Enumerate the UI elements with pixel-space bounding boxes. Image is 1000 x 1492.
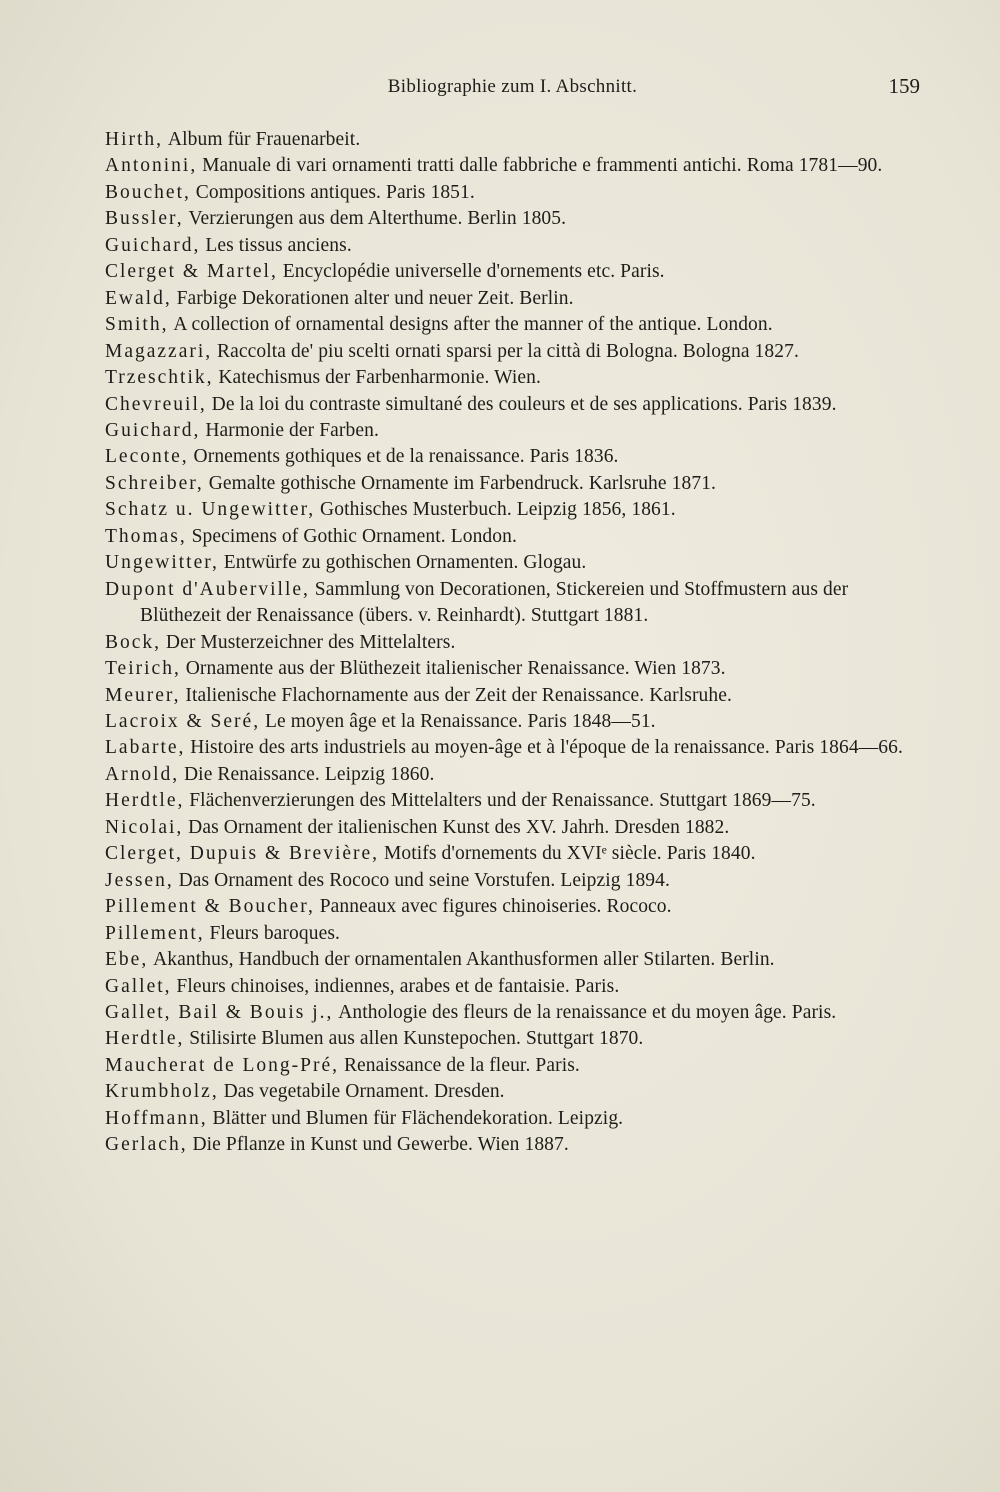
entry-author: Teirich, xyxy=(105,658,181,680)
bibliography-entry xyxy=(105,550,925,576)
entry-author: Lacroix & Seré, xyxy=(105,710,261,732)
entry-author: Ewald, xyxy=(105,287,172,309)
entry-author: Ungewitter, xyxy=(105,552,219,574)
entry-title: Fleurs baroques. xyxy=(209,922,340,944)
entry-title: Raccolta de' piu scelti ornati sparsi per la città di Bologna. Bologna 1827. xyxy=(217,340,799,362)
bibliography-entry xyxy=(105,921,925,947)
entry-author: Smith, xyxy=(105,314,169,336)
entry-title: Die Pflanze in Kunst und Gewerbe. Wien 1887. xyxy=(192,1134,569,1156)
entry-author: Arnold, xyxy=(105,763,180,785)
entry-title: Akanthus, Handbuch der ornamentalen Akanthusformen aller Stilarten. Berlin. xyxy=(153,949,775,971)
entry-title: Katechismus der Farbenharmonie. Wien. xyxy=(218,367,541,389)
entry-author: Hirth, xyxy=(105,129,164,150)
entry-author: Guichard, xyxy=(105,234,201,256)
entry-author: Trzeschtik, xyxy=(105,367,214,389)
bibliography-entry xyxy=(105,286,925,312)
entry-author: Gallet, Bail & Bouis j., xyxy=(105,1001,334,1023)
entry-author: Meurer, xyxy=(105,684,181,706)
entry-title: Blätter und Blumen für Flächendekoration. Leipzig. xyxy=(212,1107,624,1129)
bibliography-entry xyxy=(105,1026,925,1052)
entry-author: Bouchet, xyxy=(105,181,191,203)
entry-title: Die Renaissance. Leipzig 1860. xyxy=(184,763,435,785)
bibliography-entry xyxy=(105,788,925,814)
entry-title: Entwürfe zu gothischen Ornamenten. Glogau. xyxy=(223,552,587,574)
entry-title: Gothisches Musterbuch. Leipzig 1856, 1861. xyxy=(320,499,676,521)
bibliography-entry xyxy=(105,974,925,1000)
entry-title: Ornements gothiques et de la renaissance. Paris 1836. xyxy=(193,446,619,468)
entry-title: Manuale di vari ornamenti tratti dalle fabbriche e frammenti antichi. Roma 1781—90. xyxy=(202,155,883,177)
bibliography-entry xyxy=(105,312,925,338)
bibliography-entry xyxy=(105,1106,925,1132)
entry-title: Le moyen âge et la Renaissance. Paris 1848—51. xyxy=(264,710,656,732)
entry-author: Hoffmann, xyxy=(105,1107,208,1129)
entry-title: Das vegetabile Ornament. Dresden. xyxy=(223,1081,505,1103)
page-header xyxy=(105,76,920,104)
entry-title: Fleurs chinoises, indiennes, arabes et de fantaisie. Paris. xyxy=(176,975,620,997)
entry-author: Magazzari, xyxy=(105,340,213,362)
bibliography-entry xyxy=(105,683,925,709)
bibliography-entry xyxy=(105,206,925,232)
entry-title: Motifs d'ornements du XVIᵉ siècle. Paris 1840. xyxy=(383,843,756,865)
entry-title: Der Musterzeichner des Mittelalters. xyxy=(165,631,456,653)
bibliography-entry xyxy=(105,630,925,656)
entry-author: Antonini, xyxy=(105,155,198,177)
bibliography-entry xyxy=(105,365,925,391)
entry-author: Guichard, xyxy=(105,419,201,441)
entry-title: Ornamente aus der Blüthezeit italienischer Renaissance. Wien 1873. xyxy=(185,658,726,680)
entry-author: Bussler, xyxy=(105,208,184,230)
entry-title: Histoire des arts industriels au moyen-âge et à l'époque de la renaissance. Paris 1864—66. xyxy=(190,737,903,759)
entry-author: Thomas, xyxy=(105,525,187,547)
entry-author: Clerget & Martel, xyxy=(105,261,278,283)
entry-title: Les tissus anciens. xyxy=(205,234,352,256)
bibliography-entry xyxy=(105,841,925,867)
bibliography-entry xyxy=(105,709,925,735)
entry-author: Gerlach, xyxy=(105,1134,188,1156)
entry-title: Album für Frauenarbeit. xyxy=(167,129,361,150)
bibliography-entry xyxy=(105,577,925,630)
bibliography-entry xyxy=(105,392,925,418)
entry-author: Pillement & Boucher, xyxy=(105,896,315,918)
bibliography-entry xyxy=(105,1132,925,1158)
bibliography-entry xyxy=(105,339,925,365)
entry-title: Das Ornament der italienischen Kunst des XV. Jahrh. Dresden 1882. xyxy=(188,816,730,838)
entry-author: Labarte, xyxy=(105,737,186,759)
entry-title: Harmonie der Farben. xyxy=(205,419,379,441)
page-number: 159 xyxy=(888,74,920,98)
bibliography-entry xyxy=(105,259,925,285)
running-title: Bibliographie zum I. Abschnitt. xyxy=(387,76,638,97)
bibliography-entry xyxy=(105,233,925,259)
entry-title: A collection of ornamental designs after the manner of the antique. London. xyxy=(173,314,773,336)
bibliography-entry xyxy=(105,894,925,920)
bibliography-entry xyxy=(105,497,925,523)
entry-author: Gallet, xyxy=(105,975,172,997)
bibliography-entry xyxy=(105,735,925,761)
entry-title: Das Ornament des Rococo und seine Vorstufen. Leipzig 1894. xyxy=(178,869,670,891)
bibliography-entry xyxy=(105,1000,925,1026)
entry-title: Panneaux avec figures chinoiseries. Rococo. xyxy=(319,896,672,918)
entry-author: Ebe, xyxy=(105,949,149,971)
entry-author: Clerget, Dupuis & Brevière, xyxy=(105,843,380,865)
bibliography-entry xyxy=(105,815,925,841)
bibliography-entry xyxy=(105,471,925,497)
entry-title: Flächenverzierungen des Mittelalters und der Renaissance. Stuttgart 1869—75. xyxy=(189,790,816,812)
bibliography-entry xyxy=(105,947,925,973)
bibliography-entry xyxy=(105,524,925,550)
entry-title: De la loi du contraste simultané des couleurs et de ses applications. Paris 1839. xyxy=(211,393,837,415)
bibliography-entry xyxy=(105,1079,925,1105)
entry-title: Stilisirte Blumen aus allen Kunstepochen. Stuttgart 1870. xyxy=(189,1028,644,1050)
entry-author: Leconte, xyxy=(105,446,189,468)
entry-author: Schatz u. Ungewitter, xyxy=(105,499,316,521)
entry-author: Dupont d'Auberville, xyxy=(105,578,310,600)
entry-title: Gemalte gothische Ornamente im Farbendruck. Karlsruhe 1871. xyxy=(208,472,717,494)
entry-title: Renaissance de la fleur. Paris. xyxy=(343,1054,580,1076)
entry-author: Pillement, xyxy=(105,922,205,944)
bibliography-entry xyxy=(105,418,925,444)
entry-title: Encyclopédie universelle d'ornements etc. Paris. xyxy=(282,261,665,283)
bibliography-entry xyxy=(105,656,925,682)
bibliography-entry xyxy=(105,180,925,206)
bibliography-list xyxy=(105,127,925,1159)
entry-title: Verzierungen aus dem Alterthume. Berlin 1805. xyxy=(188,208,567,230)
bibliography-entry xyxy=(105,444,925,470)
entry-author: Jessen, xyxy=(105,869,174,891)
bibliography-entry xyxy=(105,1053,925,1079)
entry-author: Schreiber, xyxy=(105,472,204,494)
entry-title: Italienische Flachornamente aus der Zeit der Renaissance. Karlsruhe. xyxy=(185,684,732,706)
entry-title: Farbige Dekorationen alter und neuer Zeit. Berlin. xyxy=(176,287,574,309)
entry-title: Specimens of Gothic Ornament. London. xyxy=(191,525,517,547)
entry-author: Maucherat de Long-Pré, xyxy=(105,1054,340,1076)
entry-title: Compositions antiques. Paris 1851. xyxy=(195,181,475,203)
entry-author: Herdtle, xyxy=(105,790,185,812)
entry-author: Herdtle, xyxy=(105,1028,185,1050)
entry-author: Nicolai, xyxy=(105,816,184,838)
entry-title: Anthologie des fleurs de la renaissance et du moyen âge. Paris. xyxy=(338,1001,837,1023)
entry-title: Sammlung von Decorationen, Stickereien und Stoffmustern aus der Blüthezeit der Renaissance (übers. v. Reinhardt). Stuttgart 1881. xyxy=(140,578,849,627)
bibliography-entry xyxy=(105,127,925,153)
bibliography-entry xyxy=(105,153,925,179)
entry-author: Krumbholz, xyxy=(105,1081,219,1103)
bibliography-entry xyxy=(105,762,925,788)
entry-author: Chevreuil, xyxy=(105,393,207,415)
entry-author: Bock, xyxy=(105,631,162,653)
bibliography-entry xyxy=(105,868,925,894)
